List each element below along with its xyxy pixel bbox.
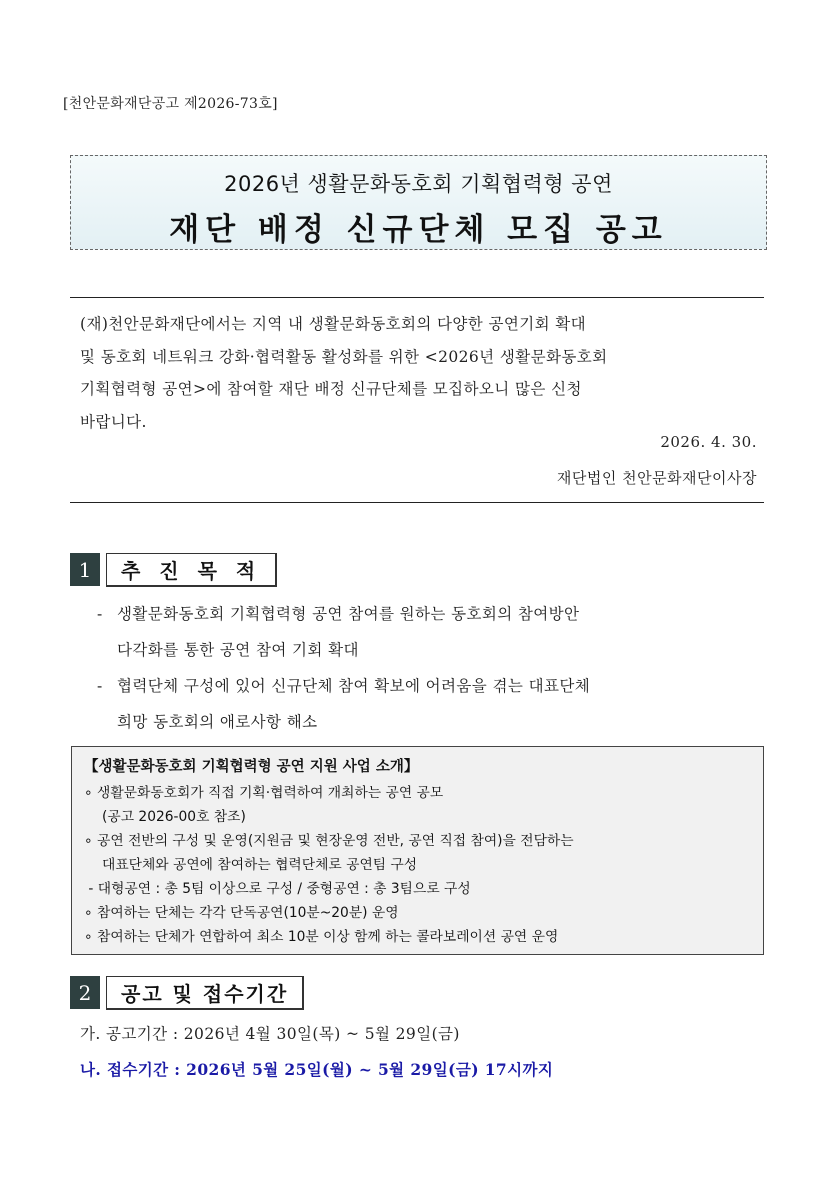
info-line: ∘ 참여하는 단체가 연합하여 최소 10분 이상 함께 하는 콜라보레이션 공연 운영: [84, 929, 559, 945]
info-line: ∘ 공연 전반의 구성 및 운영(지원금 및 현장운영 전반, 공연 직접 참여)을 전담하는: [84, 833, 574, 849]
list-item: [97, 596, 777, 668]
info-line: ∘ 참여하는 단체는 각각 단독공연(10분~20분) 운영: [84, 905, 399, 921]
bullet-line: 희망 동호회의 애로사항 해소: [117, 713, 318, 731]
bullet-dash: -: [97, 605, 103, 623]
bullet-line: 생활문화동호회 기획협력형 공연 참여를 원하는 동호회의 참여방안: [117, 605, 580, 623]
notice-period: 가. 공고기간 : 2026년 4월 30일(목) ~ 5월 29일(금): [80, 1025, 460, 1043]
announcement-date: 2026. 4. 30.: [660, 433, 757, 451]
info-line: 대표단체와 공연에 참여하는 협력단체로 공연팀 구성: [102, 857, 418, 873]
section-2-number: 2: [70, 976, 100, 1009]
top-divider: [70, 297, 764, 298]
bullet-line: 다각화를 통한 공연 참여 기회 확대: [117, 641, 359, 659]
document-number: [천안문화재단공고 제2026-73호]: [63, 96, 278, 112]
intro-line: 기획협력형 공연>에 참여할 재단 배정 신규단체를 모집하오니 많은 신청: [80, 380, 582, 398]
info-line: - 대형공연 : 총 5팀 이상으로 구성 / 중형공연 : 총 3팀으로 구성: [84, 881, 471, 897]
section-1-bullets: [97, 596, 777, 740]
section-2-title: 공고 및 접수기간: [106, 976, 304, 1010]
intro-line: 및 동호회 네트워크 강화·협력활동 활성화를 위한 <2026년 생활문화동호회: [80, 347, 608, 366]
section-1-title: 추 진 목 적: [106, 553, 277, 587]
title-main: 재단 배정 신규단체 모집 공고: [169, 212, 668, 248]
section-2-header: [70, 976, 304, 1009]
bottom-divider: [70, 502, 764, 503]
title-box: [70, 155, 767, 250]
intro-paragraph: [80, 308, 760, 438]
bullet-line: 협력단체 구성에 있어 신규단체 참여 확보에 어려움을 겪는 대표단체: [117, 677, 591, 695]
list-item: [97, 668, 777, 740]
info-line: ∘ 생활문화동호회가 직접 기획·협력하여 개최하는 공연 공모: [84, 785, 444, 801]
section-1-header: [70, 553, 277, 586]
program-info-box: [71, 746, 764, 955]
bullet-dash: -: [97, 677, 103, 695]
signer: 재단법인 천안문화재단이사장: [556, 469, 757, 487]
title-subtitle: 2026년 생활문화동호회 기획협력형 공연: [224, 172, 613, 196]
application-period: 나. 접수기간 : 2026년 5월 25일(월) ~ 5월 29일(금) 17시까지: [80, 1060, 554, 1079]
intro-line: 바랍니다.: [80, 412, 147, 431]
section-1-number: 1: [70, 553, 100, 586]
info-box-title: 【생활문화동호회 기획협력형 공연 지원 사업 소개】: [84, 759, 419, 775]
intro-line: (재)천안문화재단에서는 지역 내 생활문화동호회의 다양한 공연기회 확대: [80, 315, 587, 333]
info-line: (공고 2026-00호 참조): [102, 809, 246, 825]
